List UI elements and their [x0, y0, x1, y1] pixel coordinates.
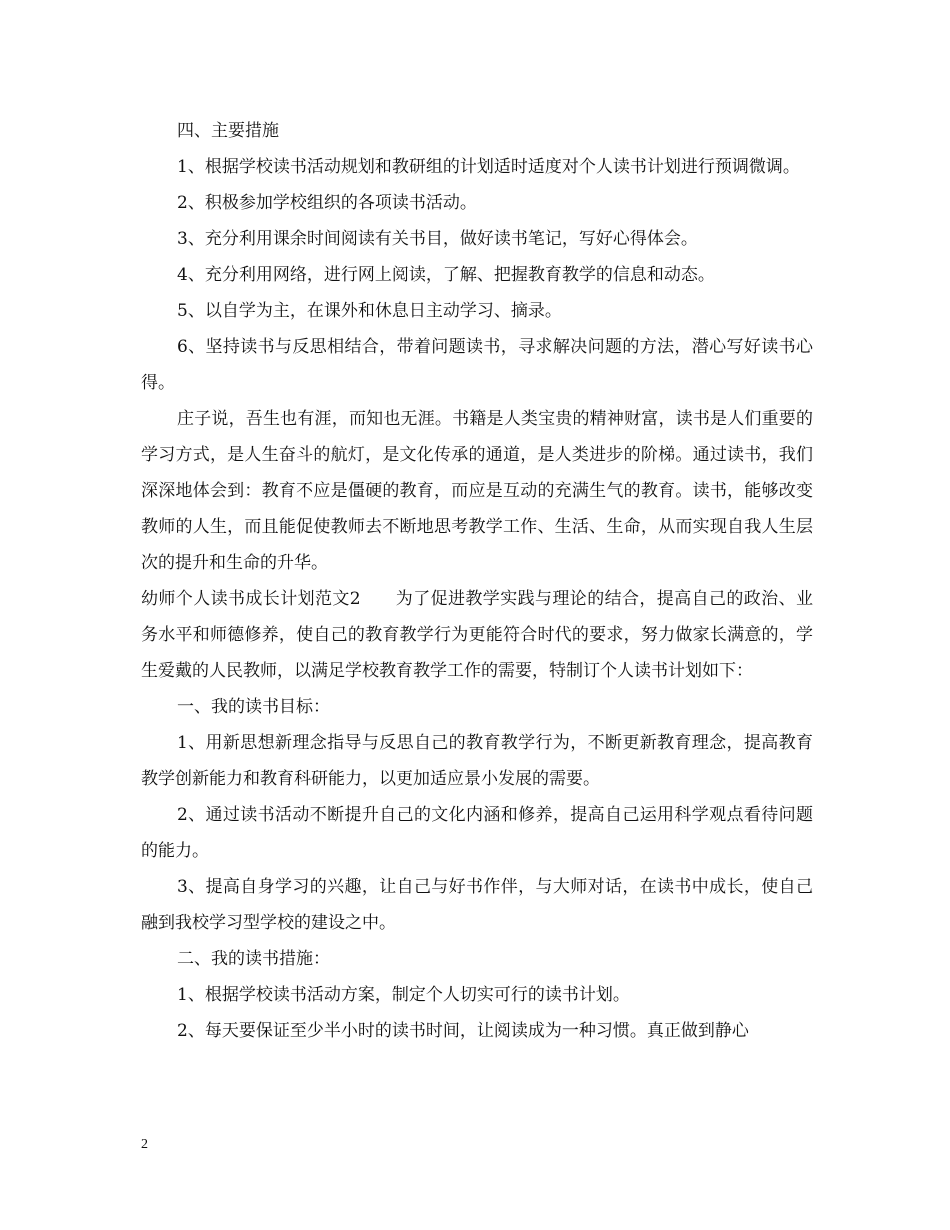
section-heading-main-measures: 四、主要措施 [177, 121, 279, 141]
paragraph-measure-5: 5、以自学为主，在课外和休息日主动学习、摘录。 [177, 301, 562, 321]
paragraph-goal-1: 1、用新思想新理念指导与反思自己的教育教学行为，不断更新教育理念，提高教育教学创新能力和教育科研能力，以更加适应景小发展的需要。 [141, 733, 813, 789]
section-heading-reading-measures: 二、我的读书措施： [177, 949, 330, 969]
section-heading-reading-goals: 一、我的读书目标： [177, 697, 330, 717]
paragraph-measure-1: 1、根据学校读书活动规划和教研组的计划适时适度对个人读书计划进行预调微调。 [177, 157, 800, 177]
paragraph-reading-measure-2: 2、每天要保证至少半小时的读书时间，让阅读成为一种习惯。真正做到静心 [177, 1021, 749, 1041]
page-number: 2 [141, 1137, 148, 1152]
document-body [141, 113, 813, 1049]
paragraph-measure-6: 6、坚持读书与反思相结合，带着问题读书，寻求解决问题的方法，潜心写好读书心得。 [141, 337, 813, 393]
paragraph-measure-2: 2、积极参加学校组织的各项读书活动。 [177, 193, 477, 213]
paragraph-sample-2-intro: 幼师个人读书成长计划范文2 为了促进教学实践与理论的结合，提高自己的政治、业务水平和师德修养，使自己的教育教学行为更能符合时代的要求，努力做家长满意的，学生爱戴的人民教师，以满足学校教育教学工作的需要，特制订个人读书计划如下： [141, 589, 813, 681]
paragraph-measure-3: 3、充分利用课余时间阅读有关书目，做好读书笔记，写好心得体会。 [177, 229, 698, 249]
paragraph-goal-2: 2、通过读书活动不断提升自己的文化内涵和修养，提高自己运用科学观点看待问题的能力。 [141, 805, 813, 861]
paragraph-reading-measure-1: 1、根据学校读书活动方案，制定个人切实可行的读书计划。 [177, 985, 630, 1005]
paragraph-goal-3: 3、提高自身学习的兴趣，让自己与好书作伴，与大师对话，在读书中成长，使自己融到我校学习型学校的建设之中。 [141, 877, 813, 933]
paragraph-zhuangzi-quote: 庄子说，吾生也有涯，而知也无涯。书籍是人类宝贵的精神财富，读书是人们重要的学习方式，是人生奋斗的航灯，是文化传承的通道，是人类进步的阶梯。通过读书，我们深深地体会到：教育不应是僵硬的教育，而应是互动的充满生气的教育。读书，能够改变教师的人生，而且能促使教师去不断地思考教学工作、生活、生命，从而实现自我人生层次的提升和生命的升华。 [141, 409, 813, 573]
paragraph-measure-4: 4、充分利用网络，进行网上阅读，了解、把握教育教学的信息和动态。 [177, 265, 715, 285]
